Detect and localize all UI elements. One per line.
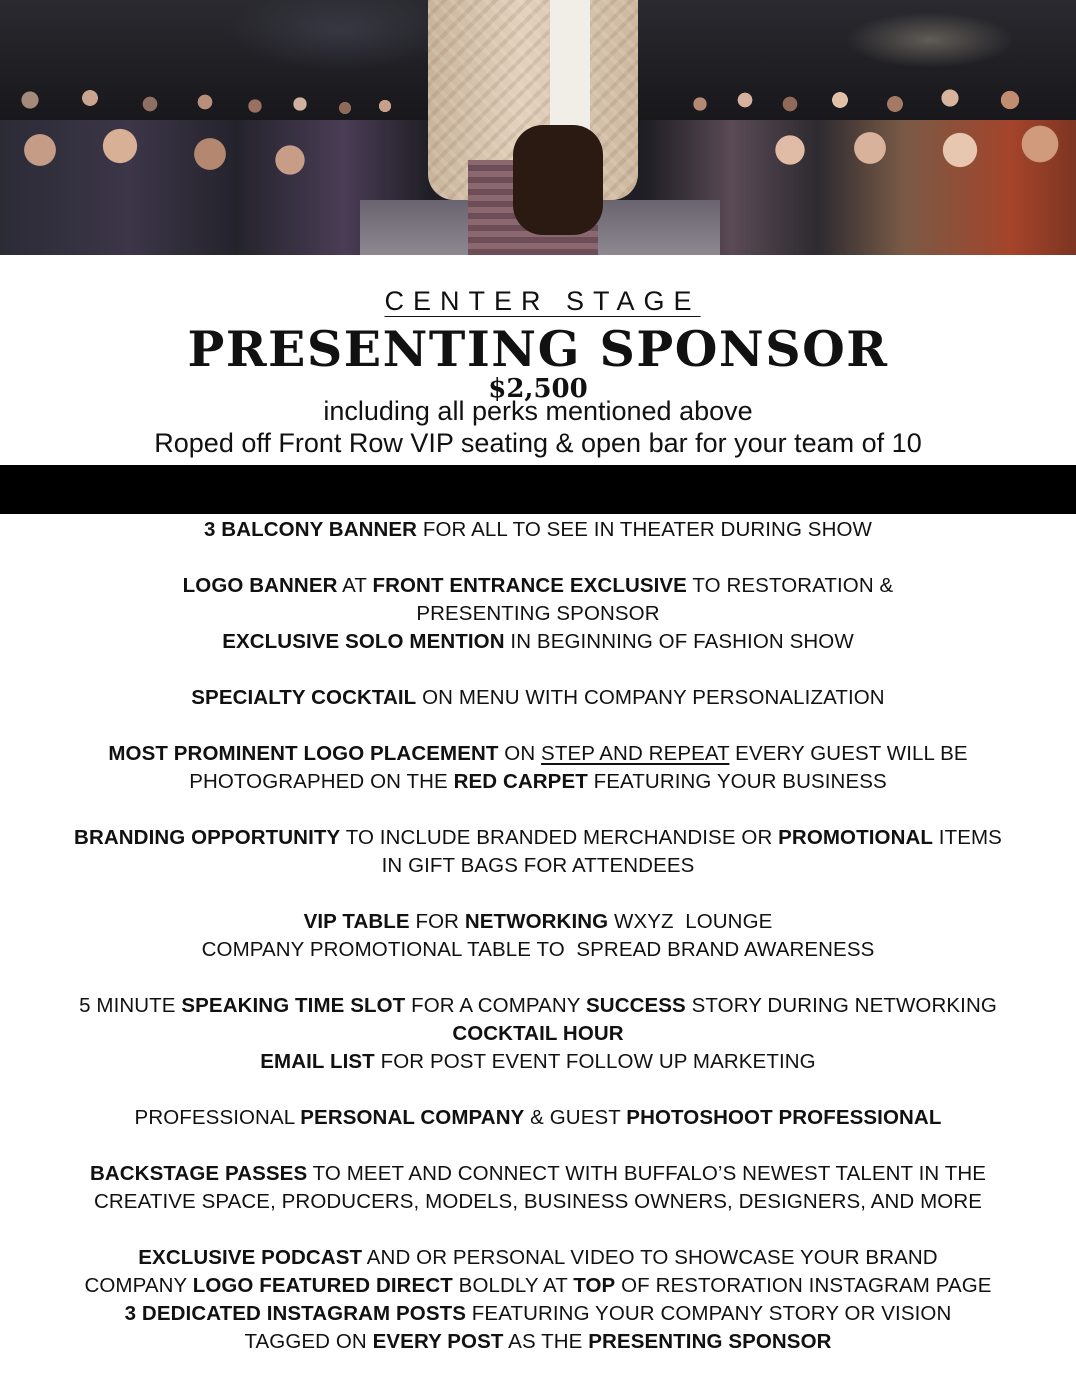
perk-line: TAGGED ON EVERY POST AS THE PRESENTING SPONSOR — [244, 1330, 832, 1353]
perk-line: BRANDING OPPORTUNITY TO INCLUDE BRANDED MERCHANDISE OR PROMOTIONAL ITEMS — [74, 826, 1002, 849]
subtitle-vip: Roped off Front Row VIP seating & open bar for your team of 10 — [154, 428, 922, 458]
perk-line: CREATIVE SPACE, PRODUCERS, MODELS, BUSINESS OWNERS, DESIGNERS, AND MORE — [94, 1190, 982, 1213]
perks-list — [0, 516, 1076, 1356]
perk-line: MOST PROMINENT LOGO PLACEMENT ON STEP AND REPEAT EVERY GUEST WILL BE — [108, 742, 968, 765]
perk-line: LOGO BANNER AT FRONT ENTRANCE EXCLUSIVE TO RESTORATION & — [182, 574, 894, 597]
perk-line: COCKTAIL HOUR — [452, 1022, 624, 1045]
perk-line: BACKSTAGE PASSES TO MEET AND CONNECT WITH BUFFALO’S NEWEST TALENT IN THE — [89, 1162, 987, 1185]
subtitle-perks: including all perks mentioned above — [323, 396, 753, 426]
black-divider-band — [0, 465, 1076, 514]
perk-line: PHOTOGRAPHED ON THE RED CARPET FEATURING YOUR BUSINESS — [189, 770, 887, 793]
perk-line: SPECIALTY COCKTAIL ON MENU WITH COMPANY PERSONALIZATION — [191, 686, 885, 709]
perk-line: EMAIL LIST FOR POST EVENT FOLLOW UP MARKETING — [260, 1050, 816, 1073]
hero-photo — [0, 0, 1076, 255]
perk-line: IN GIFT BAGS FOR ATTENDEES — [381, 854, 695, 877]
perk-line: VIP TABLE FOR NETWORKING WXYZ LOUNGE — [303, 910, 773, 933]
perk-line: 3 BALCONY BANNER FOR ALL TO SEE IN THEATER DURING SHOW — [204, 518, 872, 541]
perk-line: PROFESSIONAL PERSONAL COMPANY & GUEST PHOTOSHOOT PROFESSIONAL — [134, 1106, 942, 1129]
perk-line: COMPANY PROMOTIONAL TABLE TO SPREAD BRAND AWARENESS — [201, 938, 875, 961]
perk-line: COMPANY LOGO FEATURED DIRECT BOLDLY AT TOP OF RESTORATION INSTAGRAM PAGE — [84, 1274, 992, 1297]
perk-line: 3 DEDICATED INSTAGRAM POSTS FEATURING YOUR COMPANY STORY OR VISION — [124, 1302, 952, 1325]
perk-line: EXCLUSIVE SOLO MENTION IN BEGINNING OF FASHION SHOW — [222, 630, 854, 653]
perk-line: PRESENTING SPONSOR — [416, 602, 660, 625]
kicker-heading: CENTER STAGE — [384, 286, 701, 316]
model-hands — [513, 125, 603, 235]
price-label: $2,500 — [488, 374, 588, 404]
perk-line: 5 MINUTE SPEAKING TIME SLOT FOR A COMPANY SUCCESS STORY DURING NETWORKING — [79, 994, 997, 1017]
page-title: PRESENTING SPONSOR — [187, 320, 889, 378]
runway-model — [428, 0, 638, 255]
perk-line: EXCLUSIVE PODCAST AND OR PERSONAL VIDEO TO SHOWCASE YOUR BRAND — [138, 1246, 938, 1269]
